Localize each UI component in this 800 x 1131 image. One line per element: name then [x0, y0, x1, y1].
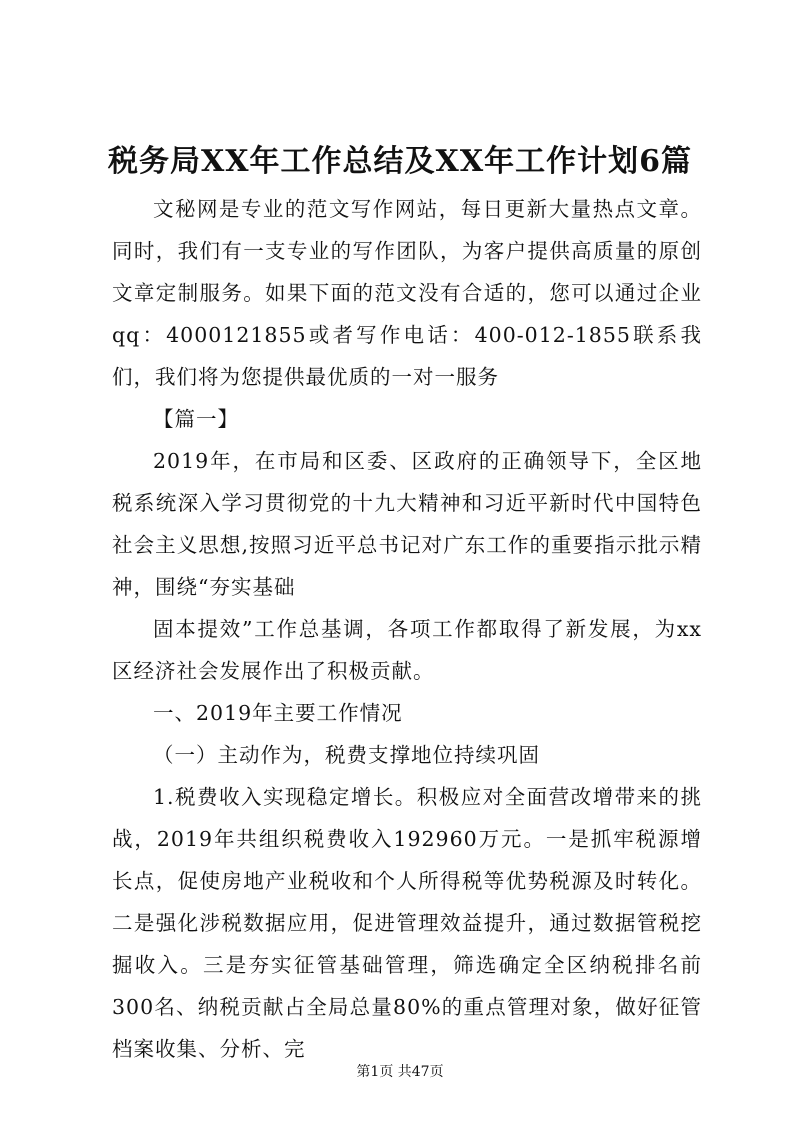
subsection-heading: （一）主动作为，税费支撑地位持续巩固	[153, 743, 540, 767]
page-number-footer: 第1页 共47页	[356, 1064, 444, 1080]
intro-paragraph: 文秘网是专业的范文写作网站，每日更新大量热点文章。同时，我们有一支专业的写作团队，为客户提供高质量的原创文章定制服务。如果下面的范文没有合适的，您可以通过企业qq：4000121855或者写作电话：400-012-1855联系我们，我们将为您提供最优质的一对一服务	[112, 197, 702, 389]
body-paragraph: 2019年，在市局和区委、区政府的正确领导下，全区地税系统深入学习贯彻党的十九大精神和习近平新时代中国特色社会主义思想,按照习近平总书记对广东工作的重要指示批示精神，围绕“夯实基础	[112, 449, 702, 599]
section-heading-part-one: 【篇一】	[153, 407, 239, 431]
body-paragraph: 1.税费收入实现稳定增长。积极应对全面营改增带来的挑战，2019年共组织税费收入192960万元。一是抓牢税源增长点，促使房地产业税收和个人所得税等优势税源及时转化。二是强化涉税数据应用，促进管理效益提升，通过数据管税挖掘收入。三是夯实征管基础管理，筛选确定全区纳税排名前300名、纳税贡献占全局总量80%的重点管理对象，做好征管档案收集、分析、完	[112, 785, 702, 1061]
document-title: 税务局XX年工作总结及XX年工作计划6篇	[108, 144, 692, 179]
document-body	[112, 188, 702, 1070]
section-heading: 一、2019年主要工作情况	[153, 701, 403, 725]
body-paragraph: 固本提效”工作总基调，各项工作都取得了新发展，为xx区经济社会发展作出了积极贡献。	[112, 617, 702, 683]
